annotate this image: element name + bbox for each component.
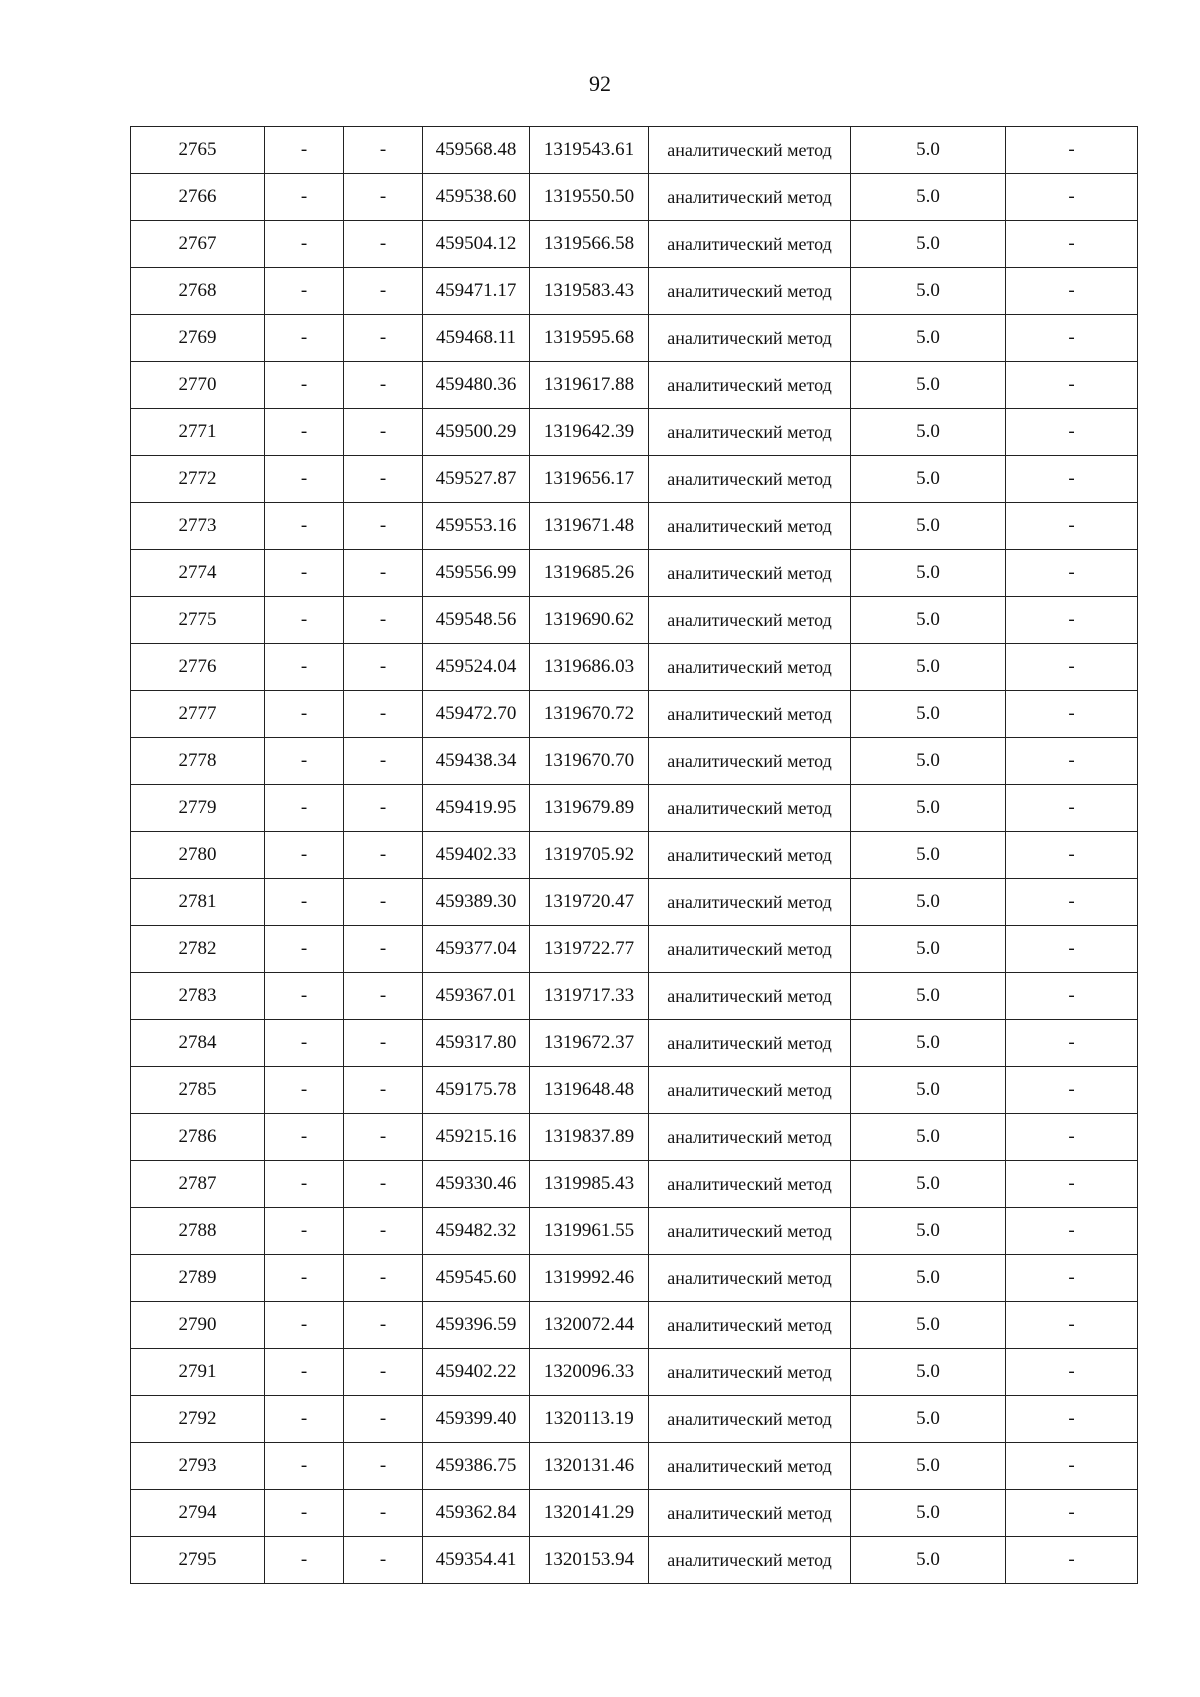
x-coordinate-cell: 459471.17 <box>423 268 530 315</box>
point-number-cell: 2786 <box>131 1114 265 1161</box>
dash-cell: - <box>265 1020 344 1067</box>
dash-cell: - <box>1006 127 1138 174</box>
y-coordinate-cell: 1319617.88 <box>530 362 649 409</box>
dash-cell: - <box>1006 1067 1138 1114</box>
point-number-cell: 2783 <box>131 973 265 1020</box>
accuracy-cell: 5.0 <box>851 221 1006 268</box>
accuracy-cell: 5.0 <box>851 409 1006 456</box>
accuracy-cell: 5.0 <box>851 691 1006 738</box>
table-row <box>131 785 1138 832</box>
x-coordinate-cell: 459175.78 <box>423 1067 530 1114</box>
y-coordinate-cell: 1320113.19 <box>530 1396 649 1443</box>
y-coordinate-cell: 1320131.46 <box>530 1443 649 1490</box>
dash-cell: - <box>344 1490 423 1537</box>
method-cell: аналитический метод <box>649 1255 851 1302</box>
accuracy-cell: 5.0 <box>851 597 1006 644</box>
dash-cell: - <box>1006 1208 1138 1255</box>
dash-cell: - <box>265 315 344 362</box>
dash-cell: - <box>1006 409 1138 456</box>
dash-cell: - <box>265 597 344 644</box>
method-cell: аналитический метод <box>649 1302 851 1349</box>
dash-cell: - <box>265 1396 344 1443</box>
y-coordinate-cell: 1319550.50 <box>530 174 649 221</box>
dash-cell: - <box>265 409 344 456</box>
table-row <box>131 409 1138 456</box>
dash-cell: - <box>265 1302 344 1349</box>
table-row <box>131 879 1138 926</box>
method-cell: аналитический метод <box>649 174 851 221</box>
point-number-cell: 2780 <box>131 832 265 879</box>
dash-cell: - <box>265 174 344 221</box>
method-cell: аналитический метод <box>649 362 851 409</box>
method-cell: аналитический метод <box>649 1396 851 1443</box>
x-coordinate-cell: 459389.30 <box>423 879 530 926</box>
accuracy-cell: 5.0 <box>851 1349 1006 1396</box>
method-cell: аналитический метод <box>649 973 851 1020</box>
dash-cell: - <box>265 1067 344 1114</box>
dash-cell: - <box>344 644 423 691</box>
dash-cell: - <box>344 926 423 973</box>
point-number-cell: 2779 <box>131 785 265 832</box>
method-cell: аналитический метод <box>649 832 851 879</box>
coordinates-table <box>130 126 1138 1584</box>
y-coordinate-cell: 1319720.47 <box>530 879 649 926</box>
dash-cell: - <box>265 456 344 503</box>
x-coordinate-cell: 459545.60 <box>423 1255 530 1302</box>
point-number-cell: 2793 <box>131 1443 265 1490</box>
dash-cell: - <box>344 738 423 785</box>
dash-cell: - <box>344 879 423 926</box>
table-row <box>131 1490 1138 1537</box>
table-row <box>131 1443 1138 1490</box>
dash-cell: - <box>1006 1349 1138 1396</box>
dash-cell: - <box>344 315 423 362</box>
x-coordinate-cell: 459438.34 <box>423 738 530 785</box>
dash-cell: - <box>344 456 423 503</box>
x-coordinate-cell: 459548.56 <box>423 597 530 644</box>
x-coordinate-cell: 459482.32 <box>423 1208 530 1255</box>
accuracy-cell: 5.0 <box>851 1302 1006 1349</box>
method-cell: аналитический метод <box>649 1067 851 1114</box>
x-coordinate-cell: 459386.75 <box>423 1443 530 1490</box>
dash-cell: - <box>265 362 344 409</box>
accuracy-cell: 5.0 <box>851 1067 1006 1114</box>
dash-cell: - <box>1006 503 1138 550</box>
accuracy-cell: 5.0 <box>851 832 1006 879</box>
y-coordinate-cell: 1319722.77 <box>530 926 649 973</box>
table-row <box>131 550 1138 597</box>
y-coordinate-cell: 1319717.33 <box>530 973 649 1020</box>
table-row <box>131 1349 1138 1396</box>
accuracy-cell: 5.0 <box>851 268 1006 315</box>
accuracy-cell: 5.0 <box>851 1020 1006 1067</box>
y-coordinate-cell: 1320096.33 <box>530 1349 649 1396</box>
y-coordinate-cell: 1319690.62 <box>530 597 649 644</box>
method-cell: аналитический метод <box>649 1537 851 1584</box>
y-coordinate-cell: 1319670.72 <box>530 691 649 738</box>
method-cell: аналитический метод <box>649 456 851 503</box>
x-coordinate-cell: 459468.11 <box>423 315 530 362</box>
y-coordinate-cell: 1319992.46 <box>530 1255 649 1302</box>
accuracy-cell: 5.0 <box>851 550 1006 597</box>
x-coordinate-cell: 459524.04 <box>423 644 530 691</box>
y-coordinate-cell: 1319985.43 <box>530 1161 649 1208</box>
table-row <box>131 832 1138 879</box>
table-row <box>131 691 1138 738</box>
dash-cell: - <box>265 503 344 550</box>
method-cell: аналитический метод <box>649 221 851 268</box>
point-number-cell: 2776 <box>131 644 265 691</box>
accuracy-cell: 5.0 <box>851 1114 1006 1161</box>
x-coordinate-cell: 459396.59 <box>423 1302 530 1349</box>
table-row <box>131 597 1138 644</box>
dash-cell: - <box>344 362 423 409</box>
x-coordinate-cell: 459419.95 <box>423 785 530 832</box>
accuracy-cell: 5.0 <box>851 127 1006 174</box>
table-row <box>131 1396 1138 1443</box>
method-cell: аналитический метод <box>649 879 851 926</box>
dash-cell: - <box>344 597 423 644</box>
dash-cell: - <box>344 1443 423 1490</box>
point-number-cell: 2785 <box>131 1067 265 1114</box>
y-coordinate-cell: 1319679.89 <box>530 785 649 832</box>
dash-cell: - <box>1006 174 1138 221</box>
x-coordinate-cell: 459538.60 <box>423 174 530 221</box>
point-number-cell: 2773 <box>131 503 265 550</box>
dash-cell: - <box>344 1302 423 1349</box>
dash-cell: - <box>344 268 423 315</box>
method-cell: аналитический метод <box>649 644 851 691</box>
y-coordinate-cell: 1319672.37 <box>530 1020 649 1067</box>
dash-cell: - <box>344 127 423 174</box>
dash-cell: - <box>1006 832 1138 879</box>
x-coordinate-cell: 459504.12 <box>423 221 530 268</box>
dash-cell: - <box>344 1114 423 1161</box>
dash-cell: - <box>265 1490 344 1537</box>
accuracy-cell: 5.0 <box>851 362 1006 409</box>
x-coordinate-cell: 459553.16 <box>423 503 530 550</box>
dash-cell: - <box>344 174 423 221</box>
point-number-cell: 2766 <box>131 174 265 221</box>
accuracy-cell: 5.0 <box>851 503 1006 550</box>
dash-cell: - <box>265 1255 344 1302</box>
dash-cell: - <box>344 1067 423 1114</box>
table-row <box>131 1302 1138 1349</box>
dash-cell: - <box>344 221 423 268</box>
table-row <box>131 1067 1138 1114</box>
dash-cell: - <box>1006 597 1138 644</box>
point-number-cell: 2791 <box>131 1349 265 1396</box>
dash-cell: - <box>265 1208 344 1255</box>
dash-cell: - <box>344 691 423 738</box>
method-cell: аналитический метод <box>649 550 851 597</box>
y-coordinate-cell: 1319648.48 <box>530 1067 649 1114</box>
method-cell: аналитический метод <box>649 785 851 832</box>
method-cell: аналитический метод <box>649 127 851 174</box>
dash-cell: - <box>265 879 344 926</box>
x-coordinate-cell: 459568.48 <box>423 127 530 174</box>
x-coordinate-cell: 459362.84 <box>423 1490 530 1537</box>
x-coordinate-cell: 459500.29 <box>423 409 530 456</box>
y-coordinate-cell: 1319566.58 <box>530 221 649 268</box>
x-coordinate-cell: 459377.04 <box>423 926 530 973</box>
method-cell: аналитический метод <box>649 1443 851 1490</box>
dash-cell: - <box>265 691 344 738</box>
point-number-cell: 2772 <box>131 456 265 503</box>
accuracy-cell: 5.0 <box>851 174 1006 221</box>
accuracy-cell: 5.0 <box>851 315 1006 362</box>
dash-cell: - <box>265 127 344 174</box>
point-number-cell: 2769 <box>131 315 265 362</box>
dash-cell: - <box>265 1443 344 1490</box>
method-cell: аналитический метод <box>649 1349 851 1396</box>
dash-cell: - <box>1006 1114 1138 1161</box>
dash-cell: - <box>265 785 344 832</box>
table-row <box>131 268 1138 315</box>
table-row <box>131 174 1138 221</box>
method-cell: аналитический метод <box>649 1114 851 1161</box>
y-coordinate-cell: 1319671.48 <box>530 503 649 550</box>
accuracy-cell: 5.0 <box>851 1396 1006 1443</box>
dash-cell: - <box>344 1349 423 1396</box>
y-coordinate-cell: 1319837.89 <box>530 1114 649 1161</box>
table-row <box>131 644 1138 691</box>
point-number-cell: 2778 <box>131 738 265 785</box>
dash-cell: - <box>265 550 344 597</box>
dash-cell: - <box>265 1349 344 1396</box>
dash-cell: - <box>344 785 423 832</box>
y-coordinate-cell: 1319961.55 <box>530 1208 649 1255</box>
table-row <box>131 926 1138 973</box>
y-coordinate-cell: 1319543.61 <box>530 127 649 174</box>
accuracy-cell: 5.0 <box>851 973 1006 1020</box>
x-coordinate-cell: 459556.99 <box>423 550 530 597</box>
x-coordinate-cell: 459399.40 <box>423 1396 530 1443</box>
accuracy-cell: 5.0 <box>851 1255 1006 1302</box>
dash-cell: - <box>344 1161 423 1208</box>
y-coordinate-cell: 1319656.17 <box>530 456 649 503</box>
dash-cell: - <box>344 1537 423 1584</box>
accuracy-cell: 5.0 <box>851 926 1006 973</box>
dash-cell: - <box>344 409 423 456</box>
accuracy-cell: 5.0 <box>851 738 1006 785</box>
point-number-cell: 2795 <box>131 1537 265 1584</box>
x-coordinate-cell: 459354.41 <box>423 1537 530 1584</box>
y-coordinate-cell: 1319595.68 <box>530 315 649 362</box>
dash-cell: - <box>1006 1255 1138 1302</box>
dash-cell: - <box>1006 221 1138 268</box>
dash-cell: - <box>265 832 344 879</box>
method-cell: аналитический метод <box>649 268 851 315</box>
point-number-cell: 2765 <box>131 127 265 174</box>
y-coordinate-cell: 1320153.94 <box>530 1537 649 1584</box>
table-row <box>131 1020 1138 1067</box>
accuracy-cell: 5.0 <box>851 1208 1006 1255</box>
dash-cell: - <box>344 1020 423 1067</box>
x-coordinate-cell: 459527.87 <box>423 456 530 503</box>
accuracy-cell: 5.0 <box>851 456 1006 503</box>
table-row <box>131 1537 1138 1584</box>
dash-cell: - <box>1006 879 1138 926</box>
dash-cell: - <box>1006 1020 1138 1067</box>
method-cell: аналитический метод <box>649 503 851 550</box>
dash-cell: - <box>1006 456 1138 503</box>
x-coordinate-cell: 459402.33 <box>423 832 530 879</box>
y-coordinate-cell: 1319583.43 <box>530 268 649 315</box>
dash-cell: - <box>265 1537 344 1584</box>
x-coordinate-cell: 459215.16 <box>423 1114 530 1161</box>
dash-cell: - <box>1006 785 1138 832</box>
method-cell: аналитический метод <box>649 315 851 362</box>
accuracy-cell: 5.0 <box>851 644 1006 691</box>
dash-cell: - <box>1006 268 1138 315</box>
method-cell: аналитический метод <box>649 1208 851 1255</box>
table-row <box>131 362 1138 409</box>
dash-cell: - <box>265 644 344 691</box>
dash-cell: - <box>344 550 423 597</box>
dash-cell: - <box>1006 1302 1138 1349</box>
dash-cell: - <box>1006 738 1138 785</box>
dash-cell: - <box>1006 1537 1138 1584</box>
x-coordinate-cell: 459402.22 <box>423 1349 530 1396</box>
accuracy-cell: 5.0 <box>851 1490 1006 1537</box>
dash-cell: - <box>344 832 423 879</box>
x-coordinate-cell: 459367.01 <box>423 973 530 1020</box>
dash-cell: - <box>1006 926 1138 973</box>
accuracy-cell: 5.0 <box>851 1443 1006 1490</box>
table-row <box>131 1114 1138 1161</box>
point-number-cell: 2775 <box>131 597 265 644</box>
dash-cell: - <box>344 1396 423 1443</box>
dash-cell: - <box>265 926 344 973</box>
dash-cell: - <box>344 1255 423 1302</box>
dash-cell: - <box>1006 362 1138 409</box>
x-coordinate-cell: 459480.36 <box>423 362 530 409</box>
method-cell: аналитический метод <box>649 409 851 456</box>
method-cell: аналитический метод <box>649 1490 851 1537</box>
dash-cell: - <box>1006 644 1138 691</box>
method-cell: аналитический метод <box>649 1161 851 1208</box>
table-row <box>131 1161 1138 1208</box>
point-number-cell: 2777 <box>131 691 265 738</box>
point-number-cell: 2771 <box>131 409 265 456</box>
y-coordinate-cell: 1319705.92 <box>530 832 649 879</box>
accuracy-cell: 5.0 <box>851 879 1006 926</box>
method-cell: аналитический метод <box>649 1020 851 1067</box>
dash-cell: - <box>265 221 344 268</box>
dash-cell: - <box>1006 973 1138 1020</box>
table-body <box>131 127 1138 1584</box>
table-row <box>131 1255 1138 1302</box>
page-number: 92 <box>589 71 611 96</box>
method-cell: аналитический метод <box>649 597 851 644</box>
point-number-cell: 2787 <box>131 1161 265 1208</box>
dash-cell: - <box>1006 1396 1138 1443</box>
table-row <box>131 738 1138 785</box>
dash-cell: - <box>344 973 423 1020</box>
table-row <box>131 503 1138 550</box>
x-coordinate-cell: 459317.80 <box>423 1020 530 1067</box>
dash-cell: - <box>1006 1490 1138 1537</box>
accuracy-cell: 5.0 <box>851 1537 1006 1584</box>
point-number-cell: 2770 <box>131 362 265 409</box>
point-number-cell: 2768 <box>131 268 265 315</box>
table-row <box>131 315 1138 362</box>
dash-cell: - <box>1006 1161 1138 1208</box>
table-row <box>131 456 1138 503</box>
y-coordinate-cell: 1319685.26 <box>530 550 649 597</box>
y-coordinate-cell: 1319670.70 <box>530 738 649 785</box>
y-coordinate-cell: 1320141.29 <box>530 1490 649 1537</box>
dash-cell: - <box>265 1161 344 1208</box>
dash-cell: - <box>265 1114 344 1161</box>
dash-cell: - <box>265 973 344 1020</box>
method-cell: аналитический метод <box>649 926 851 973</box>
method-cell: аналитический метод <box>649 691 851 738</box>
dash-cell: - <box>1006 691 1138 738</box>
point-number-cell: 2782 <box>131 926 265 973</box>
accuracy-cell: 5.0 <box>851 785 1006 832</box>
dash-cell: - <box>344 503 423 550</box>
accuracy-cell: 5.0 <box>851 1161 1006 1208</box>
point-number-cell: 2774 <box>131 550 265 597</box>
point-number-cell: 2788 <box>131 1208 265 1255</box>
point-number-cell: 2784 <box>131 1020 265 1067</box>
dash-cell: - <box>265 738 344 785</box>
table-row <box>131 1208 1138 1255</box>
y-coordinate-cell: 1320072.44 <box>530 1302 649 1349</box>
point-number-cell: 2790 <box>131 1302 265 1349</box>
dash-cell: - <box>265 268 344 315</box>
dash-cell: - <box>344 1208 423 1255</box>
table-row <box>131 221 1138 268</box>
dash-cell: - <box>1006 1443 1138 1490</box>
point-number-cell: 2794 <box>131 1490 265 1537</box>
point-number-cell: 2781 <box>131 879 265 926</box>
y-coordinate-cell: 1319642.39 <box>530 409 649 456</box>
point-number-cell: 2789 <box>131 1255 265 1302</box>
point-number-cell: 2767 <box>131 221 265 268</box>
x-coordinate-cell: 459472.70 <box>423 691 530 738</box>
y-coordinate-cell: 1319686.03 <box>530 644 649 691</box>
dash-cell: - <box>1006 315 1138 362</box>
point-number-cell: 2792 <box>131 1396 265 1443</box>
table-row <box>131 973 1138 1020</box>
dash-cell: - <box>1006 550 1138 597</box>
method-cell: аналитический метод <box>649 738 851 785</box>
x-coordinate-cell: 459330.46 <box>423 1161 530 1208</box>
table-row <box>131 127 1138 174</box>
